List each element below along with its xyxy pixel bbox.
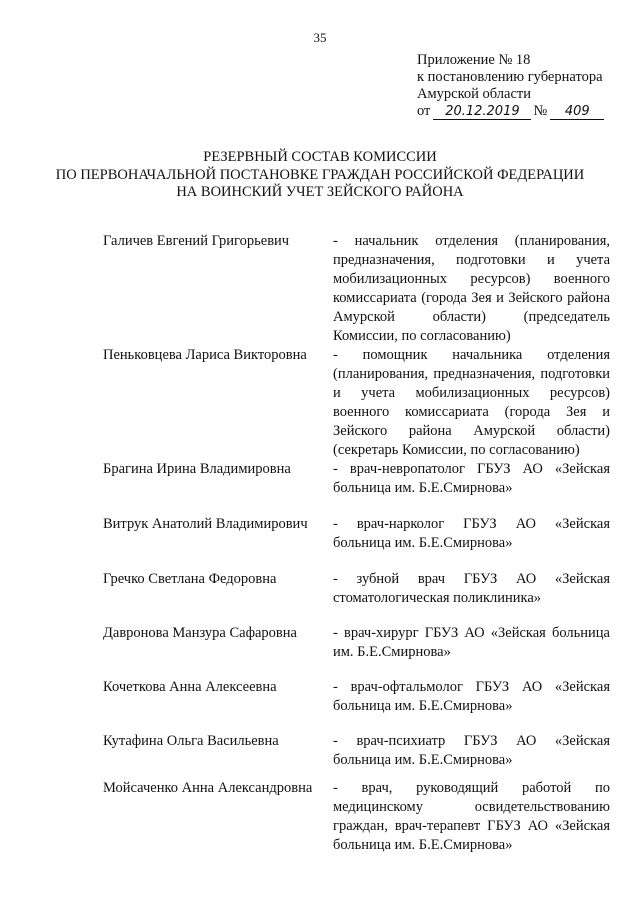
member-role: - помощник начальника отделения (планирования, предназначения, подготовки и учета мобилизационных ресурсов) военного комиссариата (города Зея и Зейского района Амурской области) (секретарь Комиссии, по согласованию)	[333, 347, 610, 458]
appendix-block	[417, 52, 632, 120]
handwritten-date: 20.12.2019	[433, 105, 531, 120]
title-line-3: НА ВОИНСКИЙ УЧЕТ ЗЕЙСКОГО РАЙОНА	[176, 184, 464, 200]
member-name: Гречко Светлана Федоровна	[103, 571, 277, 587]
date-prefix: от	[417, 103, 431, 119]
member-role: - врач-психиатр ГБУЗ АО «Зейская больница им. Б.Е.Смирнова»	[333, 733, 610, 768]
member-name: Галичев Евгений Григорьевич	[103, 233, 290, 249]
member-name: Мойсаченко Анна Александровна	[103, 780, 313, 796]
appendix-title: Приложение № 18	[417, 52, 531, 68]
member-role: - врач-невропатолог ГБУЗ АО «Зейская больница им. Б.Е.Смирнова»	[333, 461, 610, 496]
member-role: - врач-офтальмолог ГБУЗ АО «Зейская больница им. Б.Е.Смирнова»	[333, 679, 610, 714]
appendix-region: Амурской области	[417, 86, 531, 102]
member-role: - начальник отделения (планирования, предназначения, подготовки и учета мобилизационных ресурсов) военного комиссариата (города Зея и Зейского района Амурской области) (председатель Комиссии, по согласованию)	[333, 233, 610, 344]
handwritten-number: 409	[550, 105, 604, 120]
member-name: Витрук Анатолий Владимирович	[103, 516, 308, 532]
title-line-1: РЕЗЕРВНЫЙ СОСТАВ КОМИССИИ	[203, 149, 437, 165]
member-role: - врач, руководящий работой по медицинскому освидетельствованию граждан, врач-терапевт ГБУЗ АО «Зейская больница им. Б.Е.Смирнова»	[333, 780, 610, 853]
member-name: Давронова Манзура Сафаровна	[103, 625, 297, 641]
member-role: - врач-нарколог ГБУЗ АО «Зейская больница им. Б.Е.Смирнова»	[333, 516, 610, 551]
member-name: Кутафина Ольга Васильевна	[103, 733, 279, 749]
member-name: Кочеткова Анна Алексеевна	[103, 679, 277, 695]
document-title	[0, 149, 640, 202]
page-number: 35	[313, 30, 327, 45]
member-name: Брагина Ирина Владимировна	[103, 461, 291, 477]
member-role: - врач-хирург ГБУЗ АО «Зейская больница им. Б.Е.Смирнова»	[333, 625, 610, 660]
title-line-2: ПО ПЕРВОНАЧАЛЬНОЙ ПОСТАНОВКЕ ГРАЖДАН РОССИЙСКОЙ ФЕДЕРАЦИИ	[55, 166, 585, 183]
member-role: - зубной врач ГБУЗ АО «Зейская стоматологическая поликлиника»	[333, 571, 610, 606]
member-name: Пеньковцева Лариса Викторовна	[103, 347, 307, 363]
appendix-reference: к постановлению губернатора	[417, 69, 603, 85]
appendix-date-line	[417, 103, 632, 120]
number-prefix: №	[533, 103, 548, 119]
